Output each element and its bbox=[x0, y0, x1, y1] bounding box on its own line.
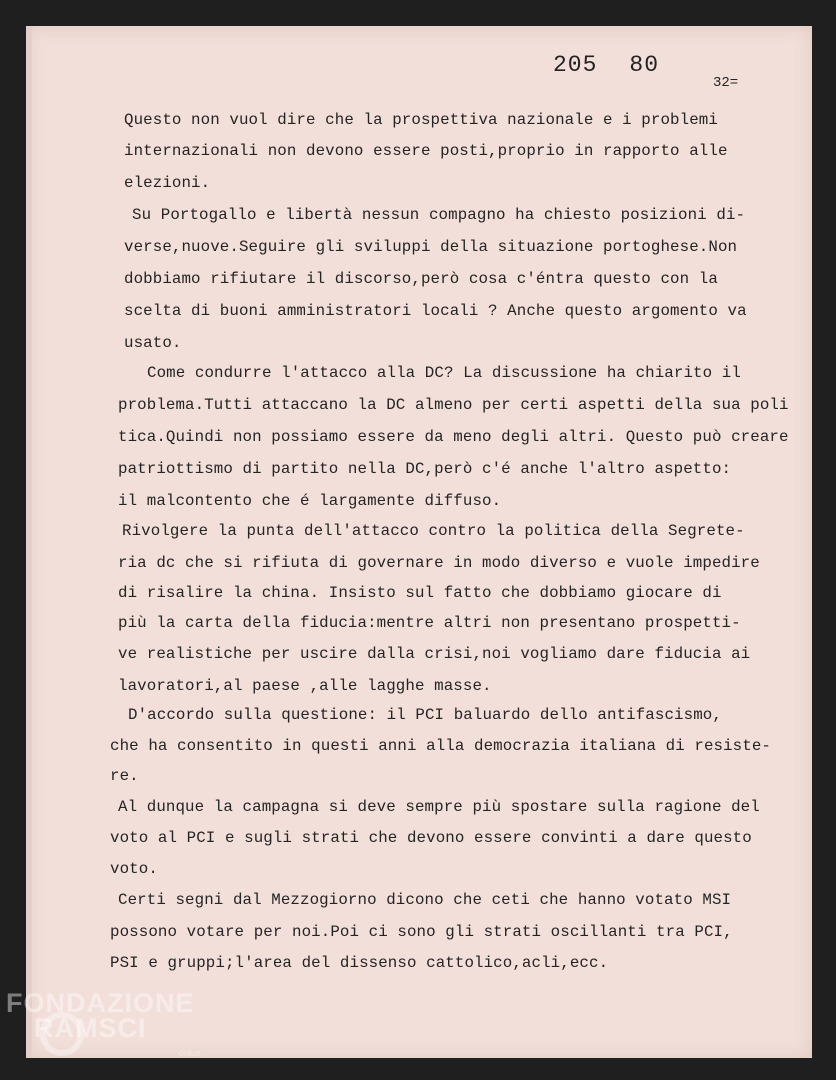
text-line: patriottismo di partito nella DC,però c'é anche l'altro aspetto: bbox=[118, 460, 732, 478]
watermark-line-3: onlus bbox=[179, 1048, 201, 1058]
text-line: voto al PCI e sugli strati che devono essere convinti a dare questo bbox=[110, 829, 752, 847]
text-line: D'accordo sulla questione: il PCI baluardo dello antifascismo, bbox=[128, 706, 722, 724]
text-line: più la carta della fiducia:mentre altri non presentano prospetti- bbox=[118, 614, 741, 632]
watermark-line-1: FONDAZIONE bbox=[6, 988, 195, 1018]
g-logo-icon bbox=[40, 1012, 84, 1056]
text-line: scelta di buoni amministratori locali ? Anche questo argomento va bbox=[124, 302, 747, 320]
text-line: Su Portogallo e libertà nessun compagno ha chiesto posizioni di- bbox=[132, 206, 746, 224]
watermark-line-2: RAMSCI bbox=[34, 1013, 147, 1043]
text-line: tica.Quindi non possiamo essere da meno degli altri. Questo può creare bbox=[118, 428, 789, 446]
text-line: di risalire la china. Insisto sul fatto che dobbiamo giocare di bbox=[118, 584, 722, 602]
text-line: elezioni. bbox=[124, 174, 211, 192]
text-line: usato. bbox=[124, 334, 182, 352]
text-line: lavoratori,al paese ,alle lagghe masse. bbox=[118, 677, 492, 695]
text-line: Come condurre l'attacco alla DC? La discussione ha chiarito il bbox=[147, 364, 741, 382]
text-line: problema.Tutti attaccano la DC almeno per certi aspetti della sua poli bbox=[118, 396, 789, 414]
text-line: possono votare per noi.Poi ci sono gli strati oscillanti tra PCI, bbox=[110, 923, 733, 941]
text-line: verse,nuove.Seguire gli sviluppi della situazione portoghese.Non bbox=[124, 238, 738, 256]
text-line: re. bbox=[110, 767, 139, 785]
text-line: PSI e gruppi;l'area del dissenso cattolico,acli,ecc. bbox=[110, 954, 609, 972]
text-line: Al dunque la campagna si deve sempre più spostare sulla ragione del bbox=[118, 798, 760, 816]
text-line: ve realistiche per uscire dalla crisi,noi vogliamo dare fiducia ai bbox=[118, 645, 751, 663]
text-line: voto. bbox=[110, 860, 158, 878]
text-line: Questo non vuol dire che la prospettiva nazionale e i problemi bbox=[124, 111, 718, 129]
text-line: che ha consentito in questi anni alla democrazia italiana di resiste- bbox=[110, 737, 771, 755]
text-line: il malcontento che é largamente diffuso. bbox=[118, 492, 502, 510]
text-line: Rivolgere la punta dell'attacco contro la politica della Segrete- bbox=[122, 522, 745, 540]
archive-number-2: 80 bbox=[629, 52, 660, 78]
archive-number-1: 205 bbox=[553, 52, 598, 78]
page-edge bbox=[26, 26, 32, 1058]
archive-numbers bbox=[553, 52, 691, 78]
text-line: Certi segni dal Mezzogiorno dicono che ceti che hanno votato MSI bbox=[118, 891, 732, 909]
text-line: ria dc che si rifiuta di governare in modo diverso e vuole impedire bbox=[118, 554, 760, 572]
fondazione-gramsci-watermark bbox=[6, 988, 201, 1058]
text-line: internazionali non devono essere posti,proprio in rapporto alle bbox=[124, 142, 728, 160]
page-number: 32= bbox=[713, 75, 739, 91]
text-line: dobbiamo rifiutare il discorso,però cosa c'éntra questo con la bbox=[124, 270, 718, 288]
